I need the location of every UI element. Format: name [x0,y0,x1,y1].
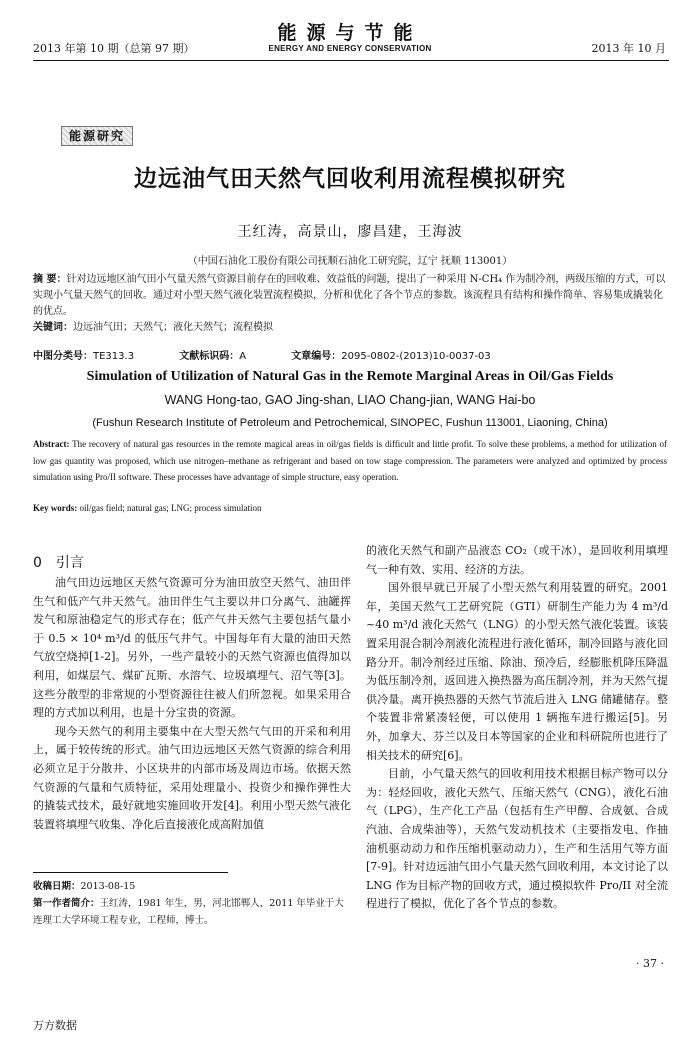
received-date: 2013-08-15 [80,881,136,892]
authors-en: WANG Hong-tao, GAO Jing-shan, LIAO Chang-jian, WANG Hai-bo [164,393,536,407]
paragraph: 现今天然气的利用主要集中在大型天然气气田的开采和利用上，属于较传统的形式。油气田边远地区天然气资源的综合利用必须立足于分散井、小区块井的内部市场及周边市场。依据天然气资源的气量和气质特征，采用处理量小、投资少和操作弹性大的撬装式技术，最好就地实施回收开发[4]。利用小型天然气液化装置将填埋气收集、净化后直接液化成高附加值 [33,724,351,831]
header-divider [33,60,669,61]
doc-code-value: A [239,351,247,362]
article-no-label: 文章编号： [291,351,342,362]
abstract-cn-label: 摘 要： [33,274,67,285]
abstract-en [33,436,667,486]
watermark: 万方数据 [33,1019,77,1032]
authors-cn: 王红涛，高景山，廖昌建，王海波 [237,224,463,240]
journal-name-cn: 能源与节能 [277,22,423,44]
page-number: · 37 · [636,957,664,970]
keywords-cn-text: 边远油气田；天然气；液化天然气；流程模拟 [73,322,273,333]
section-heading [33,552,84,572]
classification-row [33,347,667,362]
affiliation-cn: （中国石油化工股份有限公司抚顺石油化工研究院，辽宁 抚顺 113001） [187,256,513,267]
section-number: 0 [33,555,42,571]
paragraph: 油气田边远地区天然气资源可分为油田放空天然气、油田伴生气和低产气井天然气。油田伴生气主要以井口分离气、油罐挥发气和原油稳定气的形式存在；低产气井天然气主要包括气量小于 0.5 × 10⁴ m³/d 的低压气井气。中国每年有大量的油田天然气放空烧掉[1-2]。另外，一些产量较小的天然气资源也值得加以利用，如煤层气、煤矿瓦斯、水溶气、垃圾填埋气、沼气等[3]。这些分散型的非常规的小型资源往往被人们所忽视。如果采用合理的方式加以利用，也是十分宝贵的资源。 [33,576,351,720]
keywords-cn-label: 关键词： [33,322,73,333]
keywords-en [33,503,667,513]
abstract-cn [33,272,667,336]
footnote [33,878,351,929]
paragraph: 的液化天然气和副产品液态 CO₂（或干冰），是回收利用填埋气一种有效、实用、经济的方法。 [366,544,668,576]
affiliation-en: (Fushun Research Institute of Petroleum and Petrochemical, SINOPEC, Fushun 113001, Liaoning, China) [92,417,608,429]
issue-date: 2013 年 10 月 [591,42,666,55]
body-column-left [33,574,351,834]
article-title-cn: 边远油气田天然气回收利用流程模拟研究 [134,166,566,192]
abstract-en-label: Abstract: [33,439,70,449]
article-no-value: 2095-0802-(2013)10-0037-03 [341,351,491,362]
keywords-en-text: oil/gas field; natural gas; LNG; process simulation [79,503,262,513]
section-title: 引言 [55,555,84,571]
author-bio-label: 第一作者简介： [33,898,100,909]
paragraph: 目前，小气量天然气的回收利用技术根据目标产物可以分为：轻烃回收，液化天然气、压缩天然气（CNG），液化石油气（LPG），生产化工产品（包括有生产甲醇、合成氨、合成汽油、合成柴油等），天然气发动机技术（主要指发电、作抽油机驱动动力和作压缩机驱动动力），生产和生活用气等方面[7-9]。针对边远油气田小气量天然气回收利用，本文讨论了以 LNG 作为目标产物的回收方式，通过模拟软件 Pro/II 对全流程进行了模拟，优化了各个节点的参数。 [366,767,668,911]
abstract-en-text: The recovery of natural gas resources in the remote magical areas in oil/gas fields is difficult and little profit. To solve these problems, a method for utilization of low gas quantity was proposed, which use nitrogen–methane as refrigerant and based on tow stage compression. The parameters were analyzed and optimized by process simulation using Pro/II software. These processes have advantage of simple structure, easy operation. [33,439,667,482]
footnote-divider [33,872,228,873]
author-bio: 王红涛，1981 年生，男，河北邯郸人，2011 年毕业于大连理工大学环境工程专业，工程师，博士。 [33,898,344,926]
doc-code-label: 文献标识码： [179,351,240,362]
body-column-right [366,542,668,914]
paragraph: 国外很早就已开展了小型天然气利用装置的研究。2001 年，美国天然气工艺研究院（GTI）研制生产能力为 4 m³/d ~40 m³/d 液化天然气（LNG）的小型天然气液化装置。该装置采用混合制冷剂液化流程进行液化循环，制冷回路与液化回路分开。制冷剂经过压缩、除油、预冷后，经膨胀机降压降温为低压制冷剂，返回进入换热器为高压制冷剂，并为天然气提供冷量。离开换热器的天然气节流后进入 LNG 储罐储存。整个装置非常紧凑轻便，可以使用 1 辆拖车进行搬运[5]。另外，加拿大、芬兰以及日本等国家的企业和科研院所也进行了相关技术的研究[6]。 [366,581,668,762]
journal-name-en: ENERGY AND ENERGY CONSERVATION [268,44,432,53]
keywords-en-label: Key words: [33,503,78,513]
clc-value: TE313.3 [93,351,135,362]
section-tag: 能源研究 [61,126,133,146]
clc-label: 中图分类号： [33,351,93,362]
issue-info: 2013 年第 10 期（总第 97 期） [33,42,195,55]
abstract-cn-text: 针对边远地区油气田小气量天然气资源目前存在的回收难、效益低的问题，提出了一种采用 N-CH₄ 作为制冷剂，两级压缩的方式，可以实现小气量天然气的回收。通过对小型天然气液化装置流程模拟，分析和优化了各个节点的参数。该流程具有结构和操作简单、容易集成撬装化的优点。 [33,274,666,317]
article-title-en: Simulation of Utilization of Natural Gas in the Remote Marginal Areas in Oil/Gas Fields [86,369,614,384]
received-label: 收稿日期： [33,881,81,892]
